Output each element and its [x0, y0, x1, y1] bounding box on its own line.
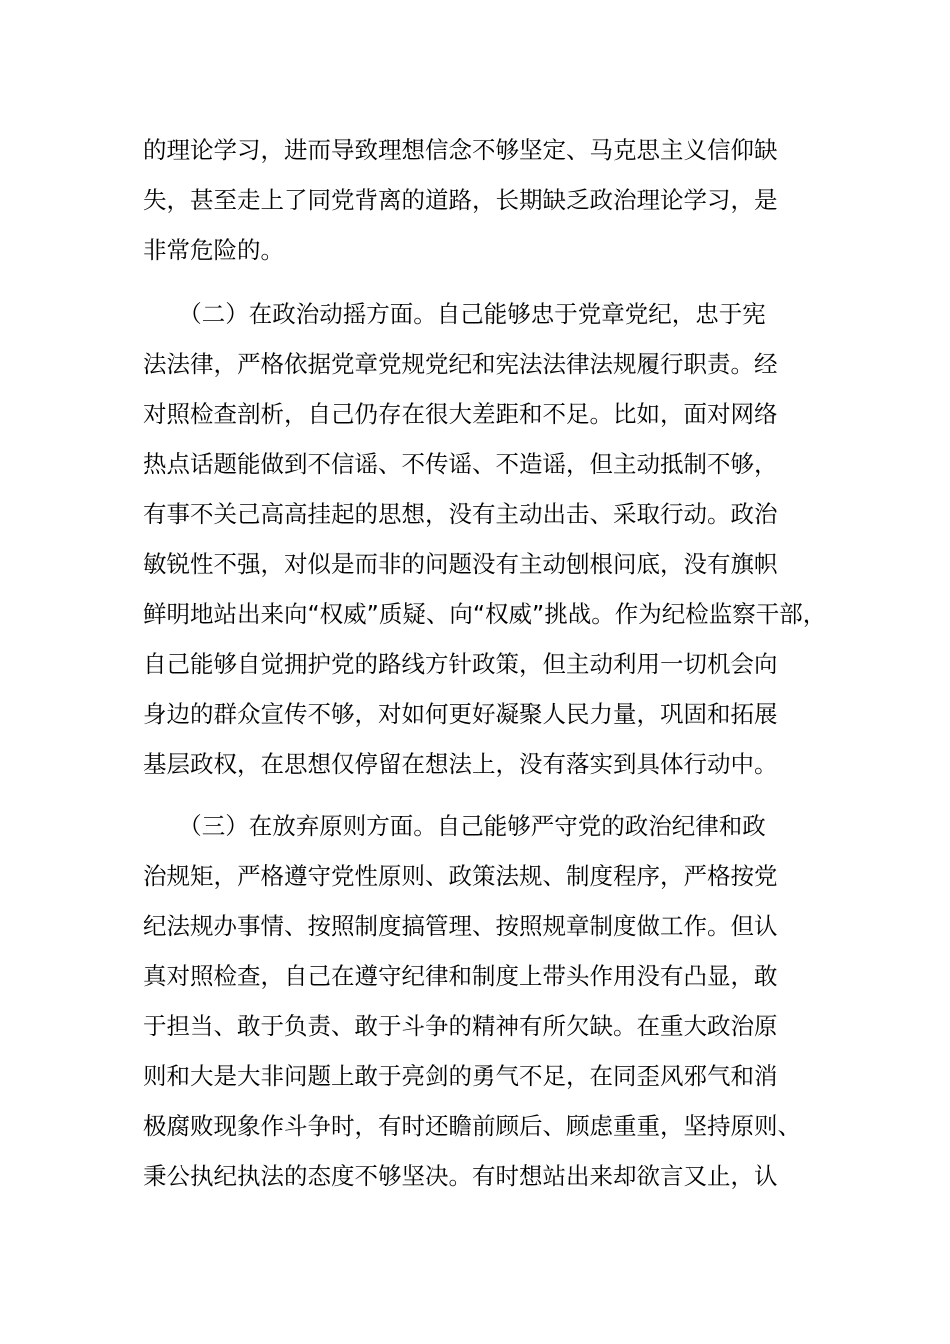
text-line: 则和大是大非问题上敢于亮剑的勇气不足，在同歪风邪气和消: [143, 1062, 778, 1090]
text-line: （三）在放弃原则方面。自己能够严守党的政治纪律和政: [143, 812, 766, 840]
text-line: 身边的群众宣传不够，对如何更好凝聚人民力量，巩固和拓展: [143, 700, 778, 728]
text-line: 极腐败现象作斗争时，有时还瞻前顾后、顾虑重重，坚持原则、: [143, 1112, 801, 1140]
text-line: 基层政权，在思想仅停留在想法上，没有落实到具体行动中。: [143, 750, 778, 778]
text-line: 对照检查剖析，自己仍存在很大差距和不足。比如，面对网络: [143, 400, 778, 428]
text-line: 的理论学习，进而导致理想信念不够坚定、马克思主义信仰缺: [143, 136, 778, 164]
text-line: 有事不关己高高挂起的思想，没有主动出击、采取行动。政治: [143, 500, 778, 528]
text-line: 热点话题能做到不信谣、不传谣、不造谣，但主动抵制不够，: [143, 450, 778, 478]
text-line: 秉公执纪执法的态度不够坚决。有时想站出来却欲言又止，认: [143, 1162, 778, 1190]
text-line: 纪法规办事情、按照制度搞管理、按照规章制度做工作。但认: [143, 912, 778, 940]
text-line: 敏锐性不强，对似是而非的问题没有主动刨根问底，没有旗帜: [143, 550, 778, 578]
text-line: （二）在政治动摇方面。自己能够忠于党章党纪，忠于宪: [143, 300, 766, 328]
text-line: 法法律，严格依据党章党规党纪和宪法法律法规履行职责。经: [143, 350, 778, 378]
text-line: 真对照检查，自己在遵守纪律和制度上带头作用没有凸显，敢: [143, 962, 778, 990]
text-line: 治规矩，严格遵守党性原则、政策法规、制度程序，严格按党: [143, 862, 778, 890]
text-line: 鲜明地站出来向“权威”质疑、向“权威”挑战。作为纪检监察干部，: [143, 600, 827, 628]
text-line: 自己能够自觉拥护党的路线方针政策，但主动利用一切机会向: [143, 650, 778, 678]
text-line: 非常危险的。: [143, 236, 284, 264]
text-line: 于担当、敢于负责、敢于斗争的精神有所欠缺。在重大政治原: [143, 1012, 778, 1040]
text-line: 失，甚至走上了同党背离的道路，长期缺乏政治理论学习，是: [143, 186, 778, 214]
